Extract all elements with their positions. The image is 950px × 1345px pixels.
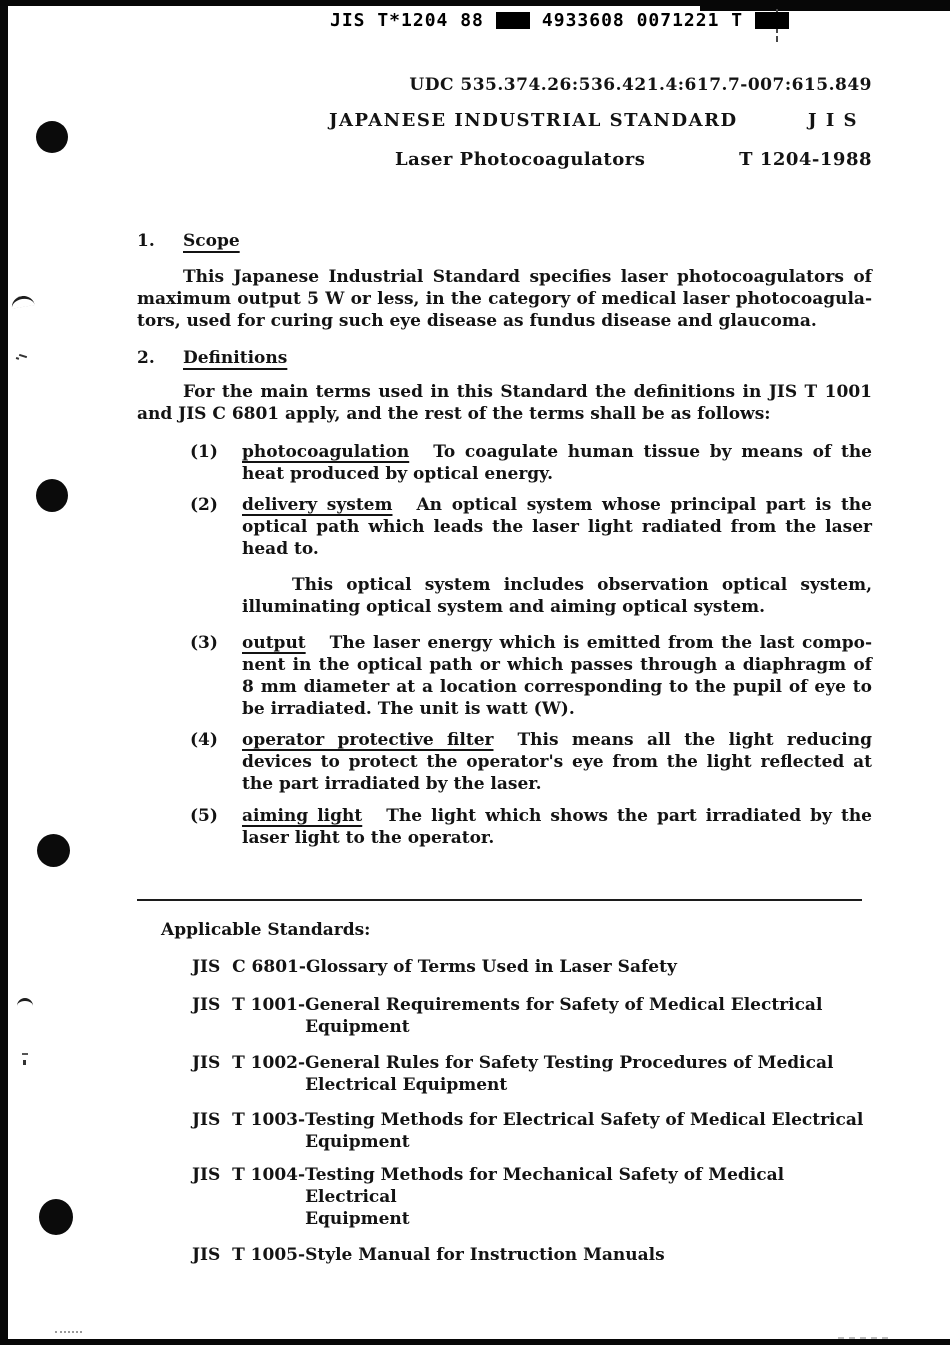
standard-type-label: JAPANESE INDUSTRIAL STANDARD — [329, 110, 738, 131]
scope-paragraph-line: tors, used for curing such eye disease as fundus disease and glaucoma. — [137, 311, 817, 331]
standard-title-line: Testing Methods for Electrical Safety of Medical Electrical — [305, 1110, 864, 1130]
definition-item-body — [242, 632, 872, 720]
definition-line: laser light to the operator. — [242, 828, 495, 848]
definition-line: nent in the optical path or which passes through a diaphragm of — [242, 655, 872, 675]
definition-note-line: This optical system includes observation optical system, — [292, 575, 872, 595]
scan-header — [330, 10, 789, 31]
definitions-intro-line: and JIS C 6801 apply, and the rest of the terms shall be as follows: — [137, 404, 771, 424]
document-title: Laser Photocoagulators — [395, 149, 646, 170]
footnote-rule — [137, 899, 862, 901]
standard-title — [305, 1052, 833, 1096]
section-number: 2. — [137, 348, 155, 368]
definition-line: optical path which leads the laser light radiated from the laser — [242, 517, 872, 537]
definition-item-3 — [190, 632, 872, 720]
redaction-block — [755, 12, 789, 29]
definition-item-body — [242, 441, 872, 485]
standard-title-line: Equipment — [305, 1132, 410, 1152]
definition-item-number: (1) — [190, 442, 218, 462]
definition-line: heat produced by optical energy. — [242, 464, 554, 484]
definitions-intro-line: For the main terms used in this Standard the definitions in JIS T 1001 — [183, 382, 872, 402]
definition-term: output — [242, 633, 306, 653]
standard-code-label: JIS C 6801- — [192, 957, 306, 977]
scan-header-right-text: 4933608 0071221 T — [541, 10, 744, 31]
section-title: Definitions — [183, 348, 288, 368]
punch-hole-mark — [39, 1199, 73, 1235]
applicable-standard-item — [192, 956, 872, 978]
punch-hole-mark — [36, 121, 68, 153]
definition-line: be irradiated. The unit is watt (W). — [242, 699, 575, 719]
standard-title — [305, 994, 822, 1038]
redaction-block — [496, 12, 530, 29]
definition-term: operator protective filter — [242, 730, 494, 750]
applicable-standard-item — [192, 1244, 872, 1266]
definition-item-body — [242, 805, 872, 849]
scan-squiggle-mark — [10, 294, 34, 308]
definition-line: operator protective filter This means all the light reducing — [242, 730, 872, 750]
definition-line: delivery system An optical system whose principal part is the — [242, 495, 872, 515]
standard-title — [305, 1244, 665, 1266]
standard-title-line: Equipment — [305, 1209, 410, 1229]
scan-speck-mark — [19, 354, 27, 358]
scan-faint-dashes — [55, 1331, 82, 1333]
standard-title — [305, 1109, 863, 1153]
applicable-standards-heading: Applicable Standards: — [161, 920, 371, 940]
standard-title-line: Electrical Equipment — [305, 1075, 508, 1095]
definition-note-paragraph — [242, 574, 872, 618]
scope-paragraph-line: This Japanese Industrial Standard specifies laser photocoagulators of — [183, 267, 872, 287]
definition-term: photocoagulation — [242, 442, 410, 462]
punch-hole-mark — [36, 479, 68, 512]
applicable-standard-item — [192, 1052, 872, 1096]
definition-item-4 — [190, 729, 872, 795]
definitions-intro-paragraph — [137, 381, 872, 425]
definition-item-1 — [190, 441, 872, 485]
definition-item-body — [242, 729, 872, 795]
applicable-standard-item — [192, 994, 872, 1038]
scan-squiggle-mark — [17, 998, 33, 1006]
scan-header-left-text: JIS T*1204 88 — [330, 10, 484, 31]
standard-title-line: Equipment — [305, 1017, 410, 1037]
standard-code-label: JIS T 1005- — [192, 1245, 306, 1265]
standard-code-label: JIS T 1004- — [192, 1165, 306, 1185]
page-left-border — [0, 0, 8, 1345]
standard-title-line: Glossary of Terms Used in Laser Safety — [305, 957, 677, 977]
standard-title — [305, 1164, 872, 1230]
standard-code-label: JIS T 1001- — [192, 995, 306, 1015]
scan-speck-mark — [22, 1053, 28, 1055]
definition-item-number: (3) — [190, 633, 218, 653]
definition-item-body — [242, 494, 872, 560]
definition-term: delivery system — [242, 495, 393, 515]
definition-item-number: (2) — [190, 495, 218, 515]
jis-abbreviation: J I S — [808, 110, 858, 131]
page-bottom-bar — [0, 1339, 950, 1345]
definition-item-2 — [190, 494, 872, 560]
applicable-standard-item — [192, 1164, 872, 1230]
standard-title-line: Testing Methods for Mechanical Safety of Medical Electrical — [305, 1165, 785, 1207]
section-scope-heading — [137, 230, 872, 252]
section-title: Scope — [183, 231, 240, 251]
scope-paragraph-line: maximum output 5 W or less, in the category of medical laser photocoagula- — [137, 289, 872, 309]
standard-code-label: JIS T 1002- — [192, 1053, 306, 1073]
definition-term: aiming light — [242, 806, 363, 826]
document-page — [137, 68, 872, 1266]
definition-line: head to. — [242, 539, 319, 559]
standard-title-line: Style Manual for Instruction Manuals — [305, 1245, 665, 1265]
definition-line: devices to protect the operator's eye from the light reflected at — [242, 752, 872, 772]
standard-title-line: General Rules for Safety Testing Procedures of Medical — [305, 1053, 834, 1073]
standard-code-label: JIS T 1003- — [192, 1110, 306, 1130]
masthead-row-2 — [137, 149, 872, 171]
section-definitions-heading — [137, 347, 872, 369]
scope-paragraph — [137, 266, 872, 332]
definition-item-number: (4) — [190, 730, 218, 750]
definition-line: the part irradiated by the laser. — [242, 774, 542, 794]
definition-line: aiming light The light which shows the part irradiated by the — [242, 806, 872, 826]
masthead-row-1 — [137, 110, 872, 132]
definition-line: output The laser energy which is emitted from the last compo- — [242, 633, 872, 653]
definition-item-5 — [190, 805, 872, 849]
definition-note-line: illuminating optical system and aiming optical system. — [242, 597, 766, 617]
standard-code: T 1204-1988 — [739, 149, 872, 170]
section-number: 1. — [137, 231, 155, 251]
scan-faint-dashes — [838, 1337, 888, 1339]
punch-hole-mark — [37, 834, 70, 867]
standard-title — [306, 956, 677, 978]
definition-line: 8 mm diameter at a location corresponding to the pupil of eye to — [242, 677, 872, 697]
standard-title-line: General Requirements for Safety of Medical Electrical — [305, 995, 823, 1015]
definition-line: photocoagulation To coagulate human tissue by means of the — [242, 442, 872, 462]
applicable-standard-item — [192, 1109, 872, 1153]
definition-item-number: (5) — [190, 806, 218, 826]
udc-classification: UDC 535.374.26:536.421.4:617.7-007:615.849 — [409, 75, 872, 95]
